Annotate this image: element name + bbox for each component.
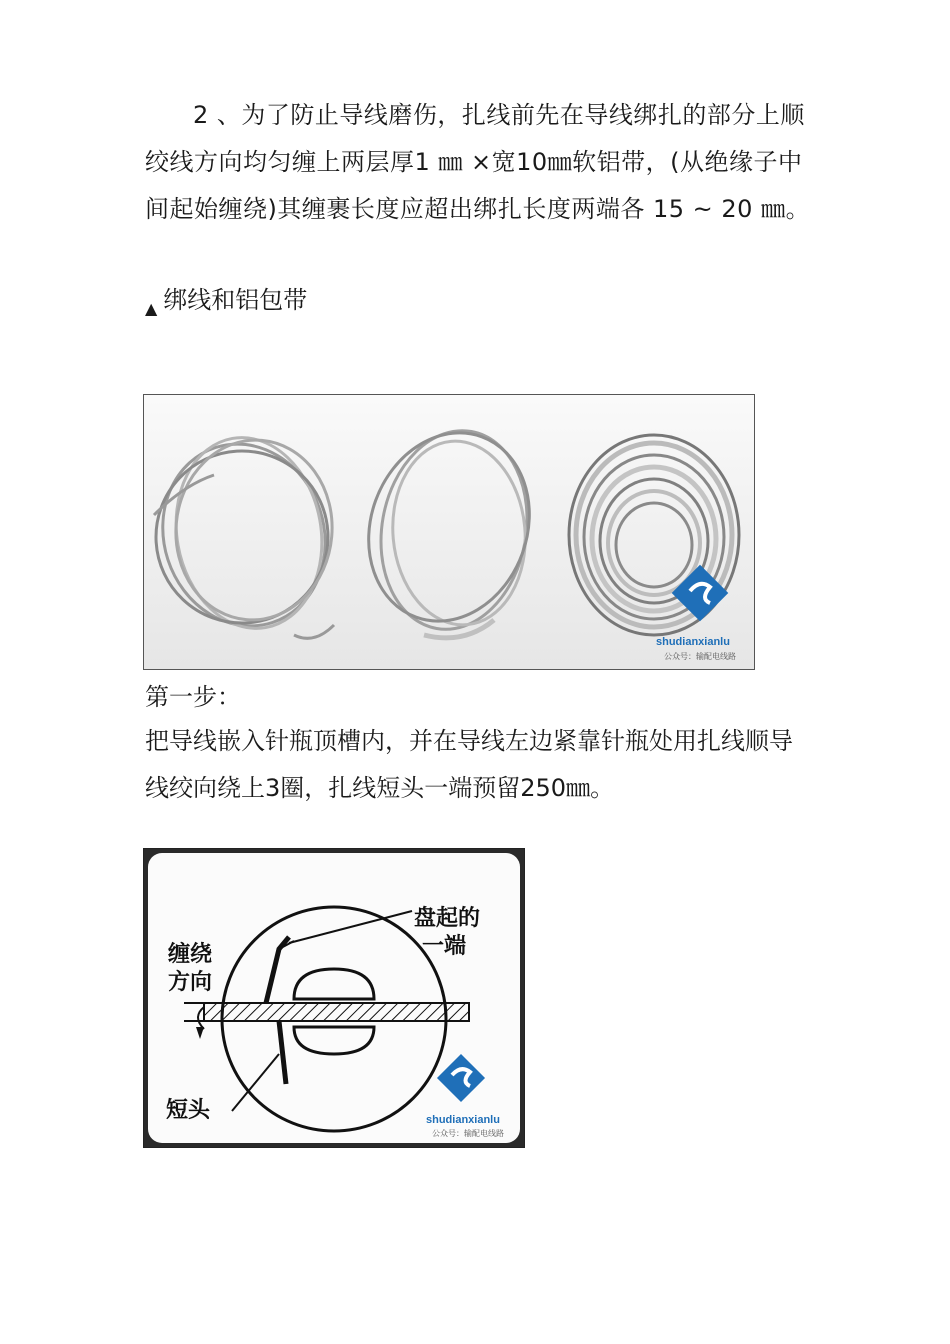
binding-diagram-illustration xyxy=(144,849,524,1147)
caption xyxy=(145,283,307,326)
wire-coils-photo xyxy=(143,394,755,670)
label-direction-line1: 缠绕 xyxy=(168,942,213,967)
caption-text: 绑线和铝包带 xyxy=(163,286,308,314)
label-short-end: 短头 xyxy=(166,1098,211,1123)
label-coiled-end-line2: 一端 xyxy=(422,934,467,959)
diagram-watermark-sub: 公众号：输配电线路 xyxy=(432,1129,504,1138)
label-direction-line2: 方向 xyxy=(168,970,213,995)
step-title: 第一步： xyxy=(145,683,241,711)
wire-coils-illustration xyxy=(144,395,754,669)
label-coiled-end-line1: 盘起的 xyxy=(414,906,481,931)
conductor xyxy=(204,1003,469,1021)
triangle-marker-icon: ▲ xyxy=(145,299,158,318)
photo-watermark-sub: 公众号：输配电线路 xyxy=(664,652,736,661)
paragraph-intro: 2 、为了防止导线磨伤，扎线前先在导线绑扎的部分上顺绞线方向均匀缠上两层厚1 ㎜ ×宽10㎜软铝带，(从绝缘子中间起始缠绕)其缠裹长度应超出绑扎长度两端各 15 ~ 20 ㎜。 xyxy=(145,101,811,223)
step-description: 把导线嵌入针瓶顶槽内，并在导线左边紧靠针瓶处用扎线顺导线绞向绕上3圈，扎线短头一端预留250㎜。 xyxy=(145,727,793,802)
photo-watermark: shudianxianlu xyxy=(656,636,730,648)
binding-diagram xyxy=(143,848,525,1148)
diagram-watermark: shudianxianlu xyxy=(426,1114,500,1126)
